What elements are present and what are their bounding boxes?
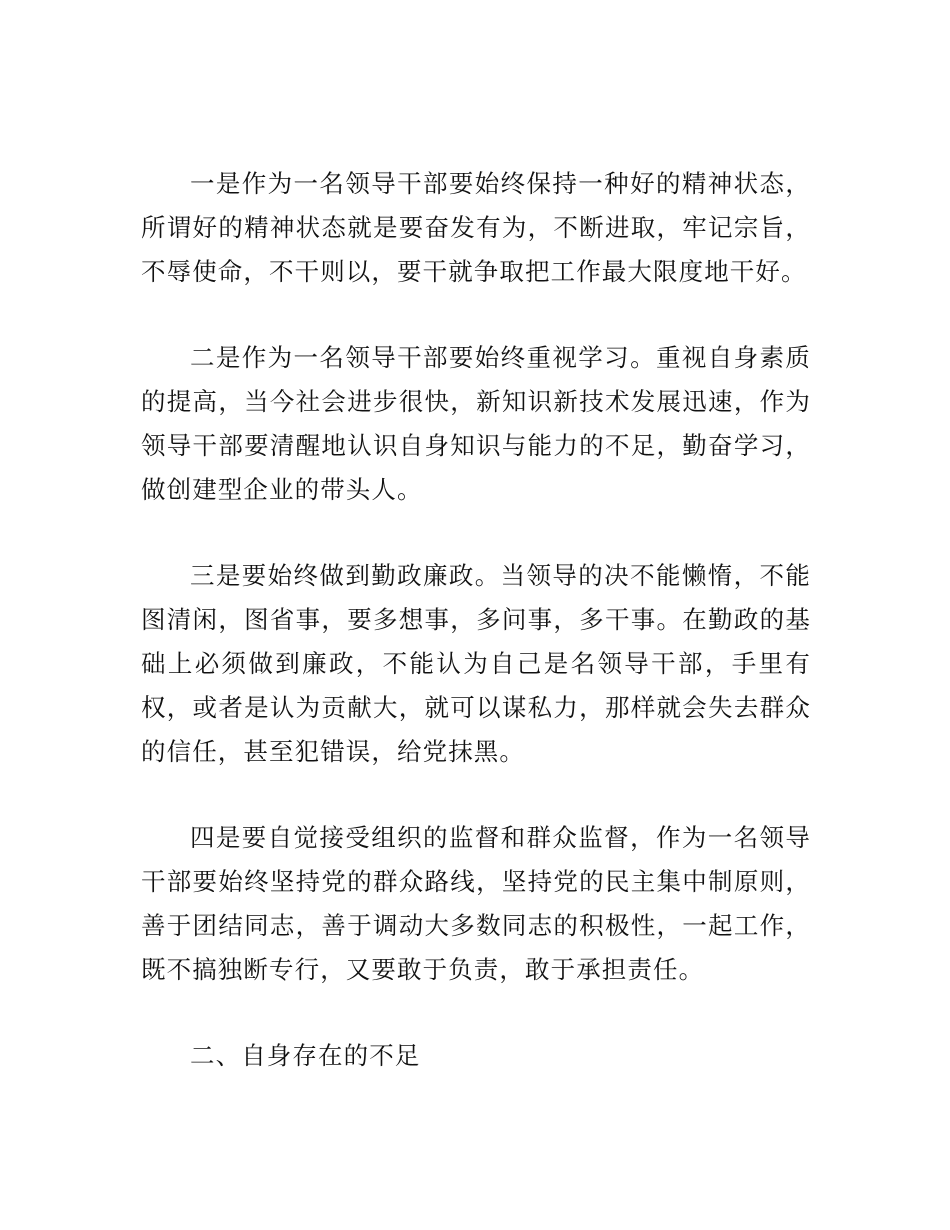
section-heading: 二、自身存在的不足 xyxy=(190,1041,421,1070)
document-body xyxy=(141,162,811,1078)
paragraph-1: 一是作为一名领导干部要始终保持一种好的精神状态，所谓好的精神状态就是要奋发有为，不断进取，牢记宗旨，不辱使命，不干则以，要干就争取把工作最大限度地干好。 xyxy=(141,169,811,286)
paragraph-3: 三是要始终做到勤政廉政。当领导的决不能懒惰，不能图清闲，图省事，要多想事，多问事，多干事。在勤政的基础上必须做到廉政，不能认为自己是名领导干部，手里有权，或者是认为贡献大，就可以谋私力，那样就会失去群众的信任，甚至犯错误，给党抹黑。 xyxy=(141,561,811,766)
paragraph-4: 四是要自觉接受组织的监督和群众监督，作为一名领导干部要始终坚持党的群众路线，坚持党的民主集中制原则，善于团结同志，善于调动大多数同志的积极性，一起工作，既不搞独断专行，又要敢于负责，敢于承担责任。 xyxy=(141,823,811,984)
paragraph-2: 二是作为一名领导干部要始终重视学习。重视自身素质的提高，当今社会进步很快，新知识新技术发展迅速，作为领导干部要清醒地认识自身知识与能力的不足，勤奋学习，做创建型企业的带头人。 xyxy=(141,343,811,504)
